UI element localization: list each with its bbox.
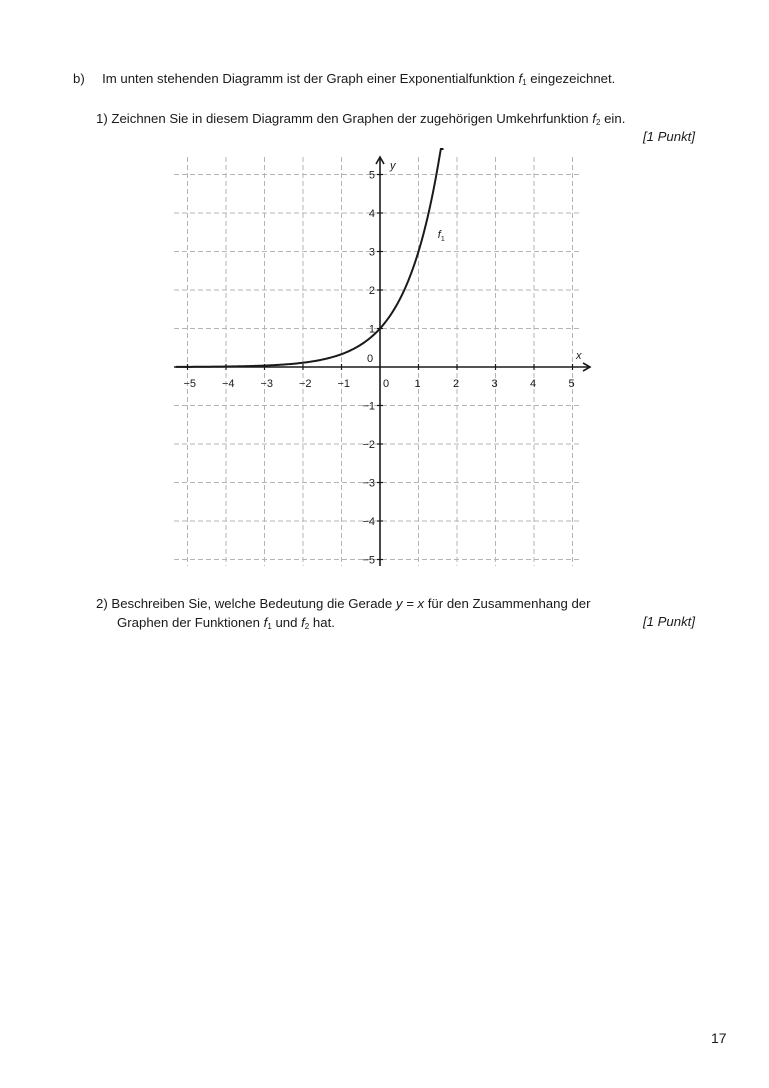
task1-text: Zeichnen Sie in diesem Diagramm den Graphen der zugehörigen Umkehrfunktion bbox=[111, 111, 589, 126]
task2-text-after: für den Zusammenhang der bbox=[427, 596, 591, 611]
task2-and: und bbox=[275, 615, 298, 630]
x-tick-label: −3 bbox=[260, 378, 274, 390]
task2-line2-text: Graphen der Funktionen bbox=[117, 615, 260, 630]
task2-equation: y = x bbox=[395, 596, 425, 611]
task2-func2-sub: 2 bbox=[304, 622, 310, 631]
y-tick-label: −2 bbox=[362, 439, 375, 451]
y-tick-label: 0 bbox=[367, 353, 374, 365]
x-tick-label: −1 bbox=[337, 378, 351, 390]
f1-curve bbox=[176, 149, 444, 367]
x-tick-label: 1 bbox=[414, 378, 421, 390]
task1-func-sub: 2 bbox=[595, 118, 601, 127]
axes bbox=[174, 157, 590, 566]
y-tick-label: −3 bbox=[362, 477, 375, 490]
f1-label-func: f bbox=[437, 229, 441, 242]
task2-func2: f bbox=[301, 615, 305, 630]
y-tick-label: 2 bbox=[368, 285, 375, 297]
task1-text-after: ein. bbox=[604, 111, 626, 126]
f1-curve-label bbox=[438, 229, 445, 243]
y-tick-label: 4 bbox=[368, 208, 375, 220]
task2-line1 bbox=[96, 595, 591, 612]
x-tick-label: 2 bbox=[453, 378, 460, 390]
part-b-text: Im unten stehenden Diagramm ist der Graph einer Exponentialfunktion bbox=[102, 71, 515, 86]
task1-label: 1) bbox=[96, 111, 108, 126]
tick-labels bbox=[184, 160, 583, 567]
task2-func1: f bbox=[263, 615, 268, 630]
y-tick-label: 5 bbox=[368, 169, 375, 182]
y-tick-label: −1 bbox=[362, 400, 375, 413]
page-number: 17 bbox=[711, 1030, 727, 1046]
task1-func: f bbox=[592, 111, 596, 126]
y-tick-label: −5 bbox=[362, 554, 375, 567]
x-tick-label: 4 bbox=[530, 378, 537, 390]
task2-line2 bbox=[117, 614, 335, 635]
y-tick-label: 1 bbox=[368, 323, 375, 336]
part-b-func-sub: 1 bbox=[522, 78, 527, 87]
y-axis-label: y bbox=[390, 160, 396, 172]
x-tick-label: −2 bbox=[299, 378, 312, 390]
task2-line2-after: hat. bbox=[312, 615, 335, 630]
grid bbox=[174, 157, 582, 566]
task2-label: 2) bbox=[96, 596, 108, 611]
task2-func1-sub: 1 bbox=[267, 622, 272, 631]
y-tick-label: 3 bbox=[368, 246, 375, 259]
x-tick-label: 3 bbox=[491, 378, 498, 390]
x-tick-label: −5 bbox=[183, 378, 197, 390]
part-b-text-after: eingezeichnet. bbox=[530, 71, 616, 86]
y-tick-label: −4 bbox=[362, 516, 375, 528]
x-tick-label: −4 bbox=[222, 378, 235, 390]
x-axis-label: x bbox=[576, 350, 582, 362]
x-tick-label: 0 bbox=[383, 378, 390, 390]
task2-text: Beschreiben Sie, welche Bedeutung die Gerade bbox=[111, 596, 393, 611]
task1-points: [1 Punkt] bbox=[642, 129, 695, 144]
part-b-func: f bbox=[518, 71, 523, 86]
part-b-label: b) bbox=[73, 71, 85, 86]
task2-points: [1 Punkt] bbox=[642, 614, 695, 629]
x-tick-label: 5 bbox=[568, 378, 575, 390]
f1-label-sub: 1 bbox=[440, 236, 445, 244]
